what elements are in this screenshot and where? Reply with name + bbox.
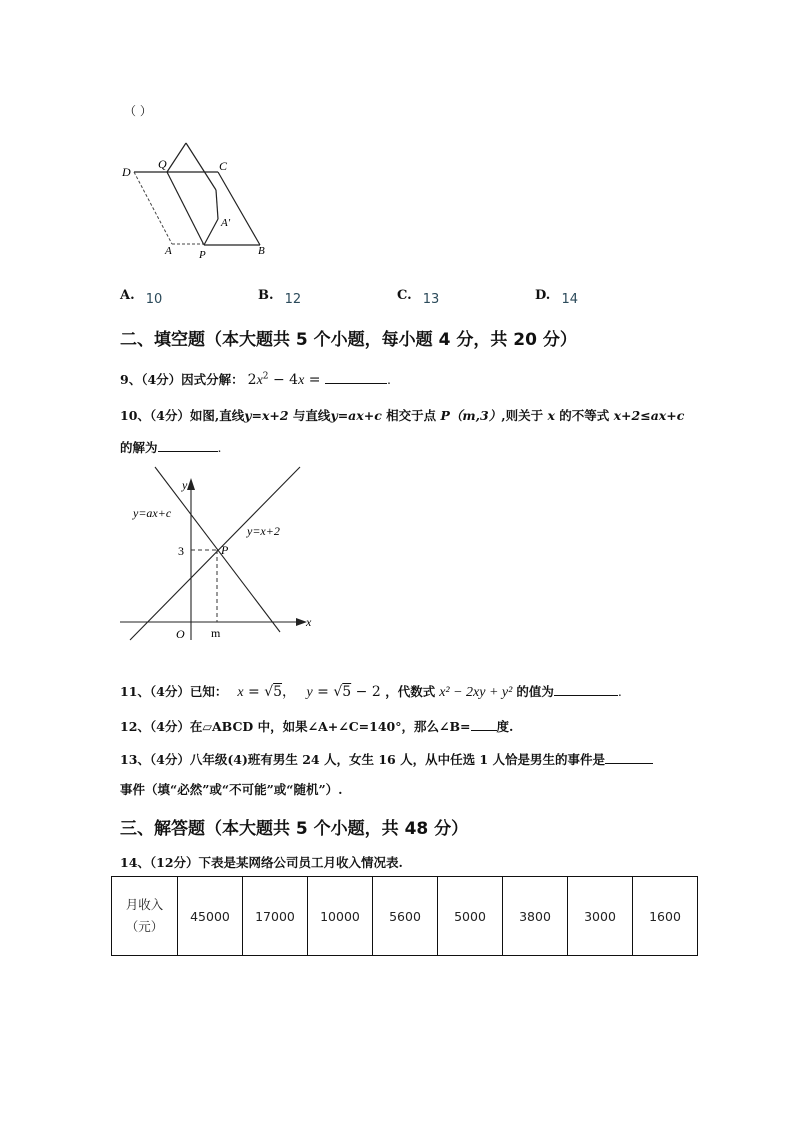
option-d [535,284,578,307]
label-y-axis: y [182,478,188,492]
question-11: 11、（4分）已知： x = √5， y = √5 − 2 ，代数式 x² − 2xy + y² 的值为 . [120,684,622,700]
q9-suffix: . [386,372,391,387]
q11-eq: = [248,684,260,700]
q11-prefix: 11、（4分）已知： [120,684,228,699]
label-P: P [199,249,206,261]
q10-answer-blank[interactable] [158,439,218,452]
option-letter: B. [258,288,274,303]
q9-answer-blank[interactable] [325,371,387,384]
q10-text: ,则关于 [501,408,548,423]
table-cell: 5600 [373,877,438,956]
section-heading-fill-in: 二、填空题（本大题共 5 个小题，每小题 4 分，共 20 分） [120,330,577,350]
q11-dot: . [617,684,622,699]
q10-suffix: . [217,440,222,455]
label-line-ax-c: y=ax+c [133,506,172,520]
q11-sqrt: 5 [273,684,283,700]
q13-text: 13、（4分）八年级(4)班有男生 24 人，女生 16 人，从中任选 1 人恰是男生的事件是 [120,752,605,767]
q10-text: 的不等式 [554,408,614,423]
option-b [258,284,302,307]
question-13-line-1 [120,750,653,768]
q11-answer-blank[interactable] [554,683,618,696]
option-letter: C. [397,288,412,303]
label-three: 3 [178,544,184,558]
table-cell: 17000 [243,877,308,956]
q9-coef-b: 4 [289,372,299,388]
header-line: （元） [125,919,164,934]
table-cell: 3000 [568,877,633,956]
q11-y: y [306,685,313,700]
q10-point: P（m,3） [440,408,502,423]
question-13-line-2: 事件（填“必然”或“不可能”或“随机”）. [120,782,343,797]
table-cell: 3800 [503,877,568,956]
income-table [111,876,698,956]
q9-prefix: 9、（4分）因式分解： [120,372,244,387]
option-letter: D. [535,288,551,303]
q11-x: x [237,685,244,700]
q10-text: 10、（4分）如图,直线 [120,408,245,423]
q9-var: x [256,373,263,388]
option-value: 10 [145,292,163,307]
q10-var: x [547,408,555,423]
label-D: D [122,165,131,179]
question-10-line-1 [120,406,684,424]
table-cell: 10000 [308,877,373,956]
q12-answer-blank[interactable] [471,718,497,731]
q11-eq: = [317,684,329,700]
option-value: 12 [284,292,302,307]
option-value: 14 [561,292,578,307]
q10-text: 的解为 [120,440,158,455]
q11-end: 的值为 [516,684,554,699]
q12-text: 12、（4分）在▱ABCD 中，如果∠A+∠C=140°，那么∠B= [120,719,471,734]
q10-text: 相交于点 [381,408,441,423]
q10-text: 与直线 [288,408,331,423]
label-B: B [258,245,265,257]
q11-mid: ，代数式 [385,684,436,699]
table-cell: 1600 [633,877,698,956]
q12-suffix: 度. [496,719,514,734]
table-cell: 45000 [178,877,243,956]
q13-answer-blank[interactable] [605,751,653,764]
option-c [397,284,440,307]
q11-comma: ， [282,684,297,700]
question-9 [120,370,391,389]
option-a [120,284,163,307]
line-x-plus-2 [130,467,300,640]
label-x-axis: x [306,615,312,629]
label-Q: Q [158,157,167,171]
label-line-x-2: y=x+2 [247,524,280,538]
table-cell: 5000 [438,877,503,956]
question-12 [120,717,513,735]
q9-eq: = [308,372,321,388]
question-14: 14、（12分）下表是某网络公司员工月收入情况表. [120,855,403,870]
q9-minus: − [272,372,285,388]
label-origin: O [176,627,185,641]
label-A: A [165,245,172,257]
label-point-p: P [221,543,229,557]
q10-eq2: y=ax+c [330,408,382,423]
q9-coef: 2 [247,372,257,388]
q10-eq1: y=x+2 [244,408,289,423]
parallelogram-figure [115,138,275,263]
q10-inequality: x+2≤ax+c [613,408,685,423]
q11-poly: x² − 2xy + y² [439,685,513,700]
line-intersection-graph [115,462,325,647]
option-value: 13 [422,292,440,307]
label-C: C [219,159,228,173]
y-axis-arrow-icon [187,478,195,490]
question-10-line-2 [120,438,222,456]
option-letter: A. [120,288,135,303]
header-line: 月收入 [125,897,164,912]
q9-exp: 2 [262,371,269,382]
table-header-cell [112,877,178,956]
label-A-prime: A′ [221,217,231,229]
q11-sqrt: 5 [342,684,352,700]
table-row [112,877,698,956]
q11-minus-two: − 2 [355,684,381,700]
answer-bracket: （ ） [124,104,152,118]
q9-var-b: x [298,373,305,388]
section-heading-solve: 三、解答题（本大题共 5 个小题，共 48 分） [120,819,469,839]
label-m: m [211,626,221,640]
